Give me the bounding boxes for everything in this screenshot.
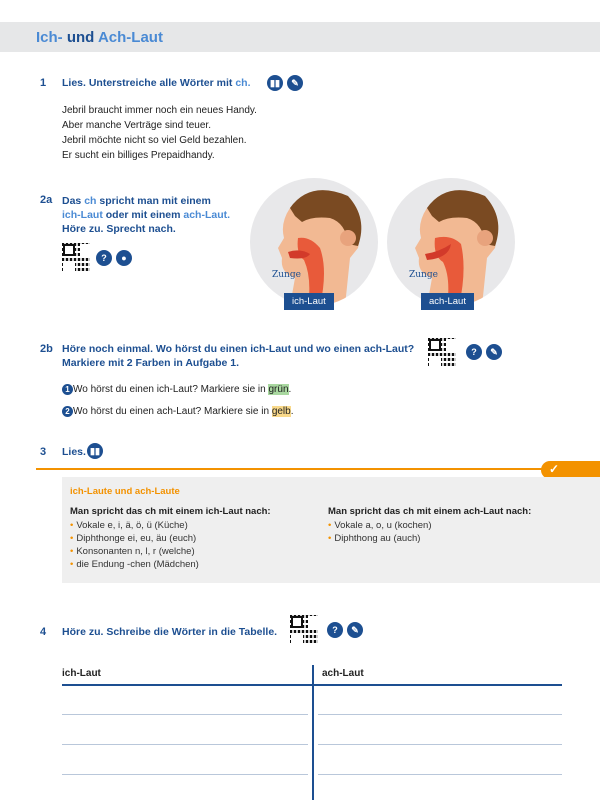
ear-icon[interactable]: ? (327, 622, 343, 638)
book-icon[interactable]: ▮▮ (87, 443, 103, 459)
qr-code[interactable] (62, 243, 90, 271)
exercise-3-number: 3 (40, 446, 47, 458)
ach-laut-label: ach-Laut (421, 293, 474, 310)
writing-line[interactable] (62, 774, 308, 775)
page-title: Ich- und Ach-Laut (36, 29, 163, 46)
pencil-icon[interactable]: ✎ (486, 344, 502, 360)
qr-code[interactable] (290, 615, 318, 643)
qr-code[interactable] (428, 338, 456, 366)
exercise-2b-number: 2b (40, 343, 53, 355)
yellow-highlight: gelb (271, 406, 291, 417)
writing-line[interactable] (318, 714, 562, 715)
box-title: ich-Laute und ach-Laute (70, 486, 180, 497)
head-profile-image (250, 178, 378, 306)
pencil-icon[interactable]: ✎ (347, 622, 363, 638)
list-item: • Vokale e, i, ä, ö, ü (Küche) (70, 519, 199, 532)
tongue-label: Zunge (409, 270, 438, 280)
exercise-1-instruction: Lies. Unterstreiche alle Wörter mit ch. (62, 77, 251, 89)
table-column-divider (312, 665, 314, 800)
ear-icon[interactable]: ? (96, 250, 112, 266)
ich-laut-rule-list (70, 519, 199, 571)
ich-laut-rule-heading: Man spricht das ch mit einem ich-Laut nach: (70, 506, 271, 517)
task-2b-q2: 2 Wo hörst du einen ach-Laut? Markiere sie in gelb. (62, 404, 294, 419)
ach-laut-illustration (387, 178, 515, 306)
table-header-ich-laut: ich-Laut (62, 668, 101, 679)
ich-laut-label: ich-Laut (284, 293, 334, 310)
ach-laut-rule-list (328, 519, 432, 545)
tongue-label: Zunge (272, 270, 301, 280)
ear-icon[interactable]: ? (466, 344, 482, 360)
exercise-2a-instruction: Das ch spricht man mit einem ich-Laut oder mit einem ach-Laut. Höre zu. Sprecht nach. (62, 195, 231, 235)
exercise-3-instruction: Lies. (62, 446, 86, 458)
book-icon[interactable]: ▮▮ (267, 75, 283, 91)
writing-line[interactable] (62, 744, 308, 745)
writing-line[interactable] (318, 774, 562, 775)
head-profile-image (387, 178, 515, 306)
task-2b-q1: 1 Wo hörst du einen ich-Laut? Markiere sie in grün. (62, 382, 291, 397)
ich-laut-illustration (250, 178, 378, 306)
list-item: • Diphthonge ei, eu, äu (euch) (70, 532, 199, 545)
list-item: • Vokale a, o, u (kochen) (328, 519, 432, 532)
exercise-2b-instruction: Höre noch einmal. Wo hörst du einen ich-Laut und wo einen ach-Laut? Markiere mit 2 Farben in Aufgabe 1. (62, 343, 415, 369)
list-item: • Konsonanten n, l, r (welche) (70, 545, 199, 558)
exercise-1-number: 1 (40, 77, 47, 89)
exercise-2a-number: 2a (40, 194, 53, 206)
ach-laut-rule-heading: Man spricht das ch mit einem ach-Laut nach: (328, 506, 532, 517)
exercise-1-text: Jebril braucht immer noch ein neues Handy. Aber manche Verträge sind teuer. Jebril möchte nicht so viel Geld bezahlen. Er sucht ein billiges Prepaidhandy. (62, 105, 257, 161)
list-item: • Diphthong au (auch) (328, 532, 432, 545)
orange-divider (36, 468, 600, 470)
green-highlight: grün (268, 384, 289, 395)
table-header-ach-laut: ach-Laut (322, 668, 364, 679)
writing-line[interactable] (318, 744, 562, 745)
writing-line[interactable] (62, 714, 308, 715)
speech-icon[interactable]: ● (116, 250, 132, 266)
check-icon: ✓ (549, 462, 560, 476)
pencil-icon[interactable]: ✎ (287, 75, 303, 91)
exercise-4-instruction: Höre zu. Schreibe die Wörter in die Tabelle. (62, 626, 278, 638)
exercise-4-number: 4 (40, 626, 47, 638)
list-item: • die Endung -chen (Mädchen) (70, 558, 199, 571)
